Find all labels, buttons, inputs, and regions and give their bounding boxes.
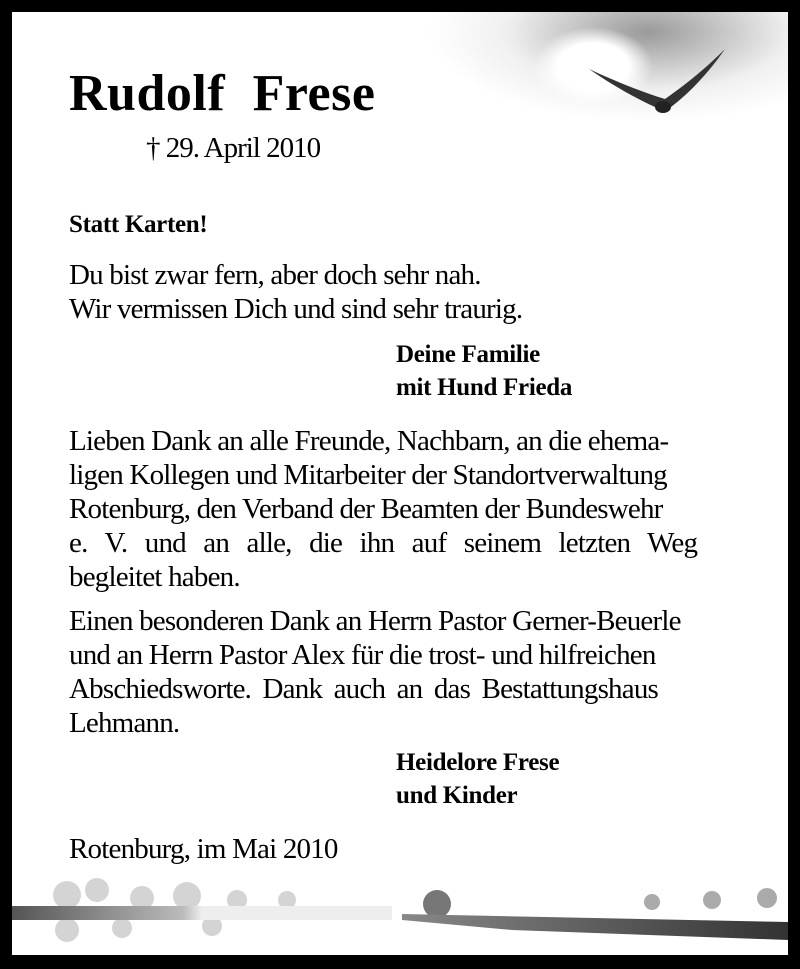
paragraph-line: ligen Kollegen und Mitarbeiter der Standortverwaltung: [69, 459, 667, 491]
signature-line: Deine Familie: [396, 341, 540, 368]
heading: Statt Karten!: [69, 211, 208, 238]
signature-line: Heidelore Frese: [396, 749, 560, 776]
paragraph-line: Einen besonderen Dank an Herrn Pastor Gerner-Beuerle: [69, 605, 681, 637]
signature-line: und Kinder: [396, 782, 518, 809]
signature-widow: [396, 746, 559, 812]
verse-line: Du bist zwar fern, aber doch sehr nah.: [69, 259, 481, 291]
deceased-name: Rudolf Frese: [69, 65, 376, 122]
paragraph-line: begleitet haben.: [69, 561, 240, 593]
paragraph-line: Lehmann.: [69, 707, 180, 739]
place-date: Rotenburg, im Mai 2010: [69, 833, 338, 865]
thanks-paragraph: [69, 424, 731, 594]
paragraph-line: e. V. und an alle, die ihn auf seinem letzten Weg: [69, 527, 698, 559]
special-thanks-paragraph: [69, 604, 681, 740]
paragraph-line: Lieben Dank an alle Freunde, Nachbarn, an die ehema-: [69, 425, 669, 457]
bird-icon: [587, 47, 727, 127]
signature-family: [396, 338, 572, 404]
paragraph-line: Rotenburg, den Verband der Beamten der Bundeswehr: [69, 493, 663, 525]
verse-line: Wir vermissen Dich und sind sehr traurig.: [69, 293, 523, 325]
signature-line: mit Hund Frieda: [396, 374, 573, 401]
verse: [69, 258, 522, 326]
paragraph-line: Abschiedsworte. Dank auch an das Bestattungshaus: [69, 673, 659, 705]
obituary-notice: [12, 12, 788, 955]
landscape-image: [12, 860, 788, 955]
death-date: † 29. April 2010: [146, 132, 321, 164]
paragraph-line: und an Herrn Pastor Alex für die trost- und hilfreichen: [69, 639, 656, 671]
